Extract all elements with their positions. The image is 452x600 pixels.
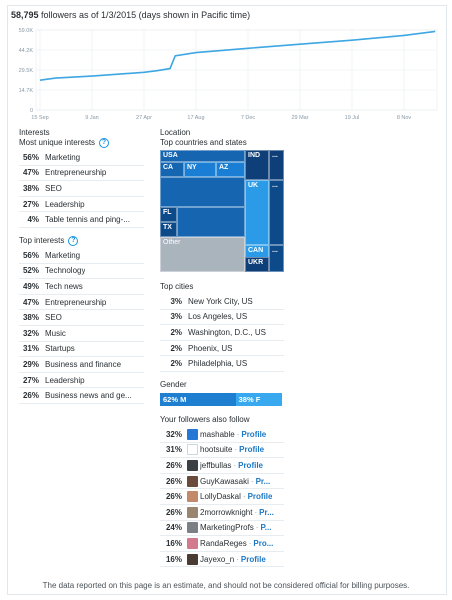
avatar-icon[interactable] [187,491,198,502]
unique-interests-title [19,138,144,148]
avatar-icon[interactable] [187,538,198,549]
gender-female: 38% F [236,393,282,406]
row-label: Technology [45,266,86,276]
treemap-ny[interactable]: NY [184,162,216,177]
row-label: Phoenix, US [188,343,233,353]
account-handle[interactable]: MarketingProfs [200,523,254,533]
y-tick-label: 44.2K [18,48,33,54]
separator-dot: · [236,554,239,564]
follow-percent: 26% [165,507,182,517]
separator-dot: · [233,460,237,470]
x-tick-label: 27 Apr [136,115,152,121]
also-follow-row [160,458,284,474]
followers-caption: followers as of 1/3/2015 (days shown in Pacific time) [38,10,251,20]
row-percent: 2% [170,343,182,353]
row-label: Leadership [45,375,85,385]
cities-title: Top cities [160,282,194,291]
row-label: Table tennis and ping-... [45,215,130,225]
avatar-icon[interactable] [187,476,198,487]
top-interests-label: Top interests [19,235,65,245]
location-title: Location [160,128,191,137]
x-tick-label: 19 Jul [344,115,360,121]
also-follow-row [160,505,284,521]
follow-percent: 16% [165,538,182,548]
countries-title: Top countries and states [160,138,247,147]
row-label: Music [45,328,66,338]
account-handle[interactable]: 2morrowknight [200,507,253,517]
account-handle[interactable]: mashable [200,429,235,439]
top-interest-row[interactable] [19,264,144,280]
y-tick-label: 0 [29,108,33,114]
top-interest-row[interactable] [19,357,144,373]
unique-interests-list [19,150,144,228]
cities-list [160,294,284,372]
row-percent: 26% [22,391,39,401]
row-percent: 47% [22,297,39,307]
city-row[interactable] [160,356,284,372]
row-label: Startups [45,344,75,354]
row-percent: 29% [22,359,39,369]
treemap-us-states[interactable] [160,177,245,207]
follow-account-name [200,445,264,454]
follow-account-name [200,508,274,517]
follow-percent: 16% [165,554,182,564]
city-row[interactable] [160,341,284,357]
row-label: Philadelphia, US [188,359,248,369]
profile-link[interactable]: Profile [239,445,265,455]
row-percent: 38% [22,183,39,193]
avatar-icon[interactable] [187,554,198,565]
row-label: SEO [45,313,62,323]
unique-interest-row[interactable] [19,166,144,182]
top-interest-row[interactable] [19,388,144,404]
follow-account-name [200,477,270,486]
unique-interest-row[interactable] [19,197,144,213]
treemap-more-3[interactable]: ... [269,245,284,272]
top-interest-row[interactable] [19,326,144,342]
treemap-usa[interactable]: USA [160,150,245,162]
also-follow-row [160,536,284,552]
treemap-ind[interactable]: IND [245,150,269,180]
row-label: Marketing [45,152,81,162]
follow-account-name [200,539,273,548]
follow-account-name [200,461,263,470]
avatar-icon[interactable] [187,522,198,533]
treemap-ca[interactable]: CA [160,162,184,177]
treemap-more-1[interactable]: ... [269,150,284,180]
profile-link[interactable]: Pr... [259,507,274,517]
unique-interest-row[interactable] [19,181,144,197]
unique-interests-label: Most unique interests [19,138,96,147]
account-handle[interactable]: GuyKawasaki [200,476,249,486]
row-label: Leadership [45,199,85,209]
avatar-icon[interactable] [187,444,198,455]
row-percent: 27% [22,375,39,385]
y-tick-label: 29.5K [18,68,33,74]
profile-link[interactable]: Pro... [253,538,274,548]
top-interest-row[interactable] [19,373,144,389]
row-percent: 2% [170,359,182,369]
treemap-more-2[interactable]: ... [269,180,284,245]
follow-percent: 31% [165,445,182,455]
row-percent: 3% [170,312,182,322]
row-percent: 31% [22,344,39,354]
also-follow-row [160,427,284,443]
row-label: Marketing [45,250,81,260]
gender-bar [160,393,282,406]
separator-dot: · [250,476,254,486]
treemap-us-rest[interactable] [177,207,245,237]
row-percent: 52% [22,266,39,276]
treemap-tx[interactable]: TX [160,222,177,237]
follow-account-name [200,523,271,532]
row-label: Los Angeles, US [188,312,248,322]
profile-link[interactable]: Pr... [255,476,271,486]
avatar-icon[interactable] [187,429,198,440]
separator-dot: · [234,445,238,455]
avatar-icon[interactable] [187,460,198,471]
row-label: SEO [45,183,62,193]
row-label: Entrepreneurship [45,168,107,178]
also-follow-row [160,474,284,490]
follow-percent: 26% [165,460,182,470]
separator-dot: · [255,523,259,533]
also-follow-row [160,552,284,568]
y-tick-label: 14.7K [18,88,33,94]
top-interest-row[interactable] [19,279,144,295]
account-handle[interactable]: LollyDaskal [200,492,241,502]
help-icon[interactable]: ? [68,236,78,246]
avatar-icon[interactable] [187,507,198,518]
separator-dot: · [242,492,246,502]
treemap-az[interactable]: AZ [216,162,245,177]
x-tick-label: 15 Sep [31,115,49,121]
row-percent: 2% [170,327,182,337]
follow-account-name [200,430,266,439]
also-follow-title: Your followers also follow [160,414,250,424]
row-percent: 49% [22,281,39,291]
profile-link[interactable]: Profile [238,460,264,470]
row-label: New York City, US [188,296,253,306]
row-percent: 32% [22,328,39,338]
top-interest-row[interactable] [19,310,144,326]
x-tick-label: 9 Jan [85,115,99,121]
location-treemap [160,150,284,272]
follow-percent: 24% [165,523,182,533]
interests-title: Interests [19,128,50,137]
account-handle[interactable]: hootsuite [200,445,233,455]
row-label: Business and finance [45,359,122,369]
location-panel [160,128,284,567]
profile-link[interactable]: Profile [241,429,267,439]
follow-account-name [200,555,266,564]
treemap-fl[interactable]: FL [160,207,177,222]
top-interests-list [19,248,144,404]
city-row[interactable] [160,310,284,326]
account-handle[interactable]: Jayexo_n [200,554,235,564]
unique-interest-row[interactable] [19,150,144,166]
city-row[interactable] [160,294,284,310]
row-percent: 27% [22,199,39,209]
top-interest-row[interactable] [19,295,144,311]
row-label: Washington, D.C., US [188,327,266,337]
top-interest-row[interactable] [19,248,144,264]
profile-link[interactable]: Profile [240,554,266,564]
also-follow-row [160,521,284,537]
treemap-other[interactable]: Other [160,237,245,272]
follow-percent: 26% [165,476,182,486]
y-tick-label: 59.0K [18,28,33,34]
gender-title: Gender [160,379,187,389]
row-percent: 56% [22,152,39,162]
row-percent: 3% [170,296,182,306]
separator-dot: · [248,538,252,548]
treemap-uk[interactable]: UK [245,180,269,245]
follow-account-name [200,492,272,501]
also-follow-row [160,443,284,459]
footer-disclaimer: The data reported on this page is an estimate, and should not be considered official for billing purposes. [42,581,410,590]
top-interest-row[interactable] [19,342,144,358]
separator-dot: · [254,507,258,517]
gender-male: 62% M [160,393,236,406]
also-follow-row [160,489,284,505]
follow-percent: 26% [165,492,182,502]
account-handle[interactable]: RandaReges [200,538,247,548]
interests-panel [19,128,144,404]
city-row[interactable] [160,325,284,341]
top-interests-title [19,236,144,246]
treemap-can[interactable]: CAN [245,245,269,272]
profile-link[interactable]: P... [260,523,272,533]
profile-link[interactable]: Profile [247,492,273,502]
x-tick-label: 17 Aug [187,115,205,121]
row-label: Business news and ge... [45,391,132,401]
treemap-ukr[interactable]: UKR [245,257,269,272]
follow-percent: 32% [165,429,182,439]
row-percent: 38% [22,313,39,323]
help-icon[interactable]: ? [99,138,109,148]
row-percent: 56% [22,250,39,260]
unique-interest-row[interactable] [19,212,144,228]
x-tick-label: 7 Dec [240,115,256,121]
followers-chart [0,0,452,125]
followers-count: 58,795 [11,10,39,20]
x-tick-label: 8 Nov [396,115,412,121]
row-label: Entrepreneurship [45,297,107,307]
row-percent: 47% [22,168,39,178]
x-tick-label: 29 Mar [291,115,309,121]
also-follow-list [160,427,284,567]
account-handle[interactable]: jeffbullas [200,460,232,470]
separator-dot: · [236,429,240,439]
row-label: Tech news [45,281,83,291]
row-percent: 4% [27,215,39,225]
